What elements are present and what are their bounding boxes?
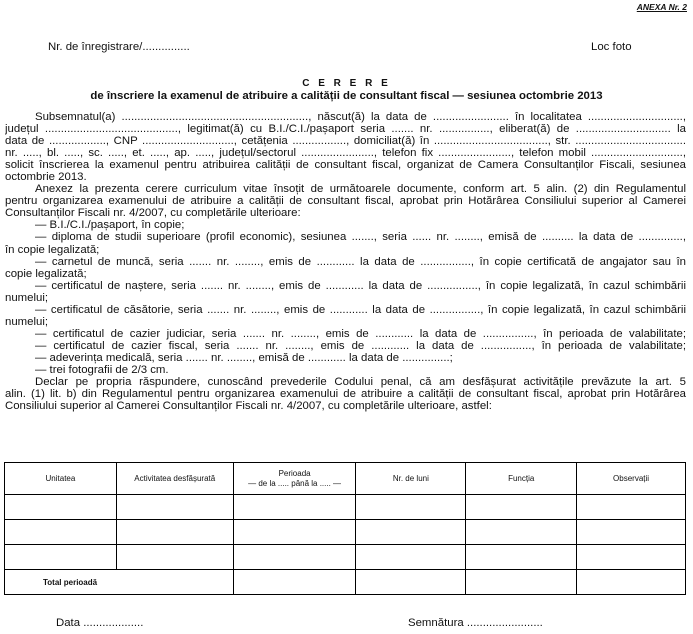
table-cell[interactable]: [356, 545, 466, 570]
text-line: octombrie 2013.: [5, 171, 87, 184]
col-function: Funcția: [466, 463, 577, 495]
table-cell[interactable]: [466, 545, 577, 570]
text-line: numelui;: [5, 315, 49, 328]
col-period-title: Perioada: [278, 469, 311, 478]
document-title: C E R E R E: [302, 78, 391, 89]
table-cell[interactable]: [577, 495, 686, 520]
text-line: copie legalizată;: [5, 267, 87, 280]
table-cell[interactable]: [233, 520, 356, 545]
text-line: județul .........................................., legitimat(ă) cu B.I./C.I./pașaport seria ....... nr. ................, eliberat(ă) de .............................. la: [5, 123, 686, 136]
col-unit: Unitatea: [5, 463, 117, 495]
text-line: alin. (1) lit. b) din Regulamentul pentru organizarea examenului de atribuire a calității de consultant fiscal, aprobat prin Hotărârea: [5, 388, 686, 401]
text-line: — trei fotografii de 2/3 cm.: [35, 363, 169, 376]
table-cell[interactable]: [577, 545, 686, 570]
text-line: în copie legalizată;: [5, 243, 100, 256]
text-line: pentru organizarea examenului de atribuire a calității de consultant fiscal, aprobat prin Hotărârea Consiliului superior al Camerei: [5, 195, 686, 208]
text-line: numelui;: [5, 291, 49, 304]
activity-table: [4, 462, 686, 595]
table-cell[interactable]: [577, 520, 686, 545]
text-line: — certificatul de cazier fiscal, seria ....... nr. ........, emis de ............ la data de ................, în perioada de valabilitate;: [35, 339, 686, 352]
text-line: — B.I./C.I./pașaport, în copie;: [35, 219, 185, 232]
table-cell[interactable]: [5, 545, 117, 570]
text-line: data de .................., CNP ............................., cetățenia ................., domiciliat(ă) în ...................................., str. ...................................: [5, 135, 686, 148]
text-line: Consiliului superior al Camerei Consultanților Fiscali nr. 4/2007, cu completările ulterioare, astfel:: [5, 400, 492, 413]
table-cell[interactable]: [116, 545, 233, 570]
text-line: Anexez la prezenta cerere curriculum vitae însoțit de următoarele documente, conform art. 5 alin. (2) din Regulamentul: [35, 183, 686, 196]
text-line: — certificatul de cazier judiciar, seria ....... nr. ........, emis de ............ la data de ................, în perioada de valabilitate;: [35, 327, 686, 340]
table-cell[interactable]: [466, 520, 577, 545]
table-cell[interactable]: [356, 495, 466, 520]
table-row[interactable]: [5, 545, 686, 570]
table-row[interactable]: [5, 495, 686, 520]
table-cell[interactable]: [5, 495, 117, 520]
total-cell[interactable]: [356, 570, 466, 595]
total-cell[interactable]: [577, 570, 686, 595]
annex-label: ANEXA Nr. 2: [636, 2, 687, 12]
date-field: Data ...................: [56, 617, 144, 629]
table-cell[interactable]: [5, 520, 117, 545]
table-cell[interactable]: [466, 495, 577, 520]
table-cell[interactable]: [116, 520, 233, 545]
registration-number: Nr. de înregistrare/...............: [48, 41, 190, 53]
total-label: Total perioadă: [5, 570, 234, 595]
text-line: solicit înscrierea la examenul pentru atribuirea calității de consultant fiscal, organizat de Camera Consultanților Fiscali, sesiunea: [5, 159, 686, 172]
table-cell[interactable]: [356, 520, 466, 545]
request-body: [5, 111, 686, 412]
text-line: — certificatul de naștere, seria ....... nr. ........, emis de ............ la data de ................, în copie legalizată, în cazul schimbării: [35, 279, 686, 292]
text-line: Consultanților Fiscali nr. 4/2007, cu completările ulterioare:: [5, 207, 301, 220]
table-cell[interactable]: [116, 495, 233, 520]
text-line: Declar pe propria răspundere, cunoscând prevederile Codului penal, că am desfășurat activitățile prevăzute la art. 5: [35, 376, 686, 389]
table-cell[interactable]: [233, 545, 356, 570]
text-line: nr. ....., bl. ....., sc. ....., et. ....., ap. ....., județul/sectorul ......................., telefon fix ......................., telefon mobil .............................,: [5, 147, 686, 160]
signature-field: Semnătura ........................: [408, 617, 543, 629]
col-period-range: — de la ..... până la ..... —: [248, 478, 342, 488]
col-months: Nr. de luni: [356, 463, 466, 495]
table-cell[interactable]: [233, 495, 356, 520]
col-notes: Observații: [577, 463, 686, 495]
text-line: — certificatul de căsătorie, seria ....... nr. ........, emis de ............ la data de ................, în copie legalizată, în cazul schimbării: [35, 303, 686, 316]
text-line: — carnetul de muncă, seria ....... nr. ........, emis de ............ la data de ................, în copie certificată de angajator sau în: [35, 255, 686, 268]
total-cell[interactable]: [233, 570, 356, 595]
col-activity: Activitatea desfășurată: [116, 463, 233, 495]
text-line: Subsemnatul(a) ..........................................................., născut(ă) la data de ........................ în localitatea ..............................,: [35, 111, 686, 123]
document-subtitle: de înscriere la examenul de atribuire a calității de consultant fiscal — sesiunea octombrie 2013: [90, 90, 603, 102]
text-line: — diploma de studii superioare (profil economic), sesiunea ......., seria ...... nr. ........, emisă de .......... la data de ..............,: [35, 231, 686, 244]
photo-placeholder: Loc foto: [591, 41, 632, 53]
text-line: — adeverința medicală, seria ....... nr. ........, emisă de ............ la data de ...............;: [35, 351, 453, 364]
col-period: [233, 463, 356, 495]
table-header-row: [5, 463, 686, 495]
table-row[interactable]: [5, 520, 686, 545]
total-row: [5, 570, 686, 595]
total-cell[interactable]: [466, 570, 577, 595]
